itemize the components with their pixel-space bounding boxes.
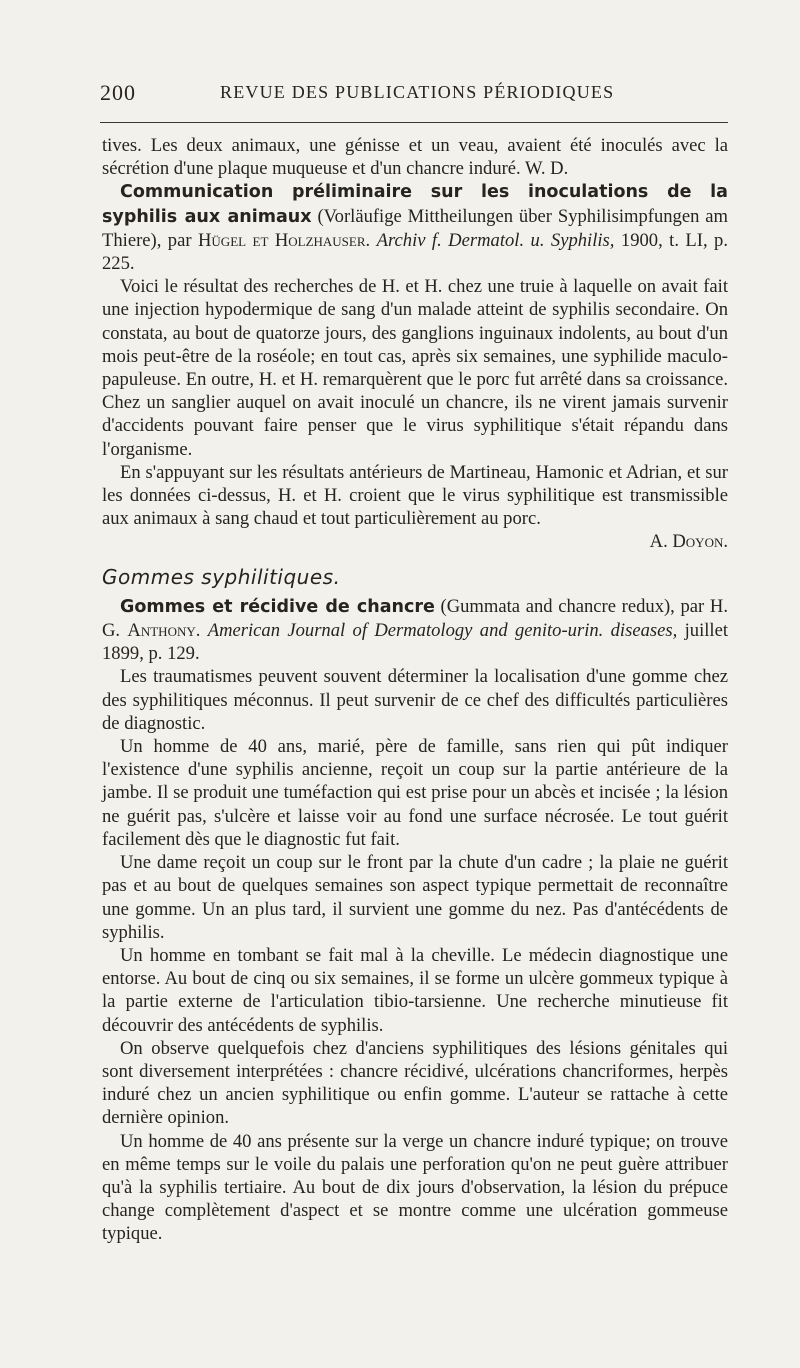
running-title: REVUE DES PUBLICATIONS PÉRIODIQUES	[220, 82, 615, 102]
entry-authors: Anthony.	[127, 620, 201, 642]
paragraph: Un homme de 40 ans présente sur la verge un chancre induré typique; on trouve en même temps sur le voile du palais une perforation qu'on ne peut guère attribuer qu'à la syphilis tertiaire. Au bout de dix jours d'observation, la lésion du prépuce change complètement d'aspect et se montre comme une ulcération gommeuse typique.	[102, 1130, 728, 1245]
citation: juillet 1899, p. 129.	[102, 620, 728, 665]
original-title: (Gummata and chancre redux), par H. G.	[102, 595, 728, 642]
article-body	[102, 134, 728, 1246]
page-number: 200	[100, 80, 136, 105]
paragraph-text: tives. Les deux animaux, une génisse et un veau, avaient été inoculés avec la sécrétion d'une plaque muqueuse et d'un chancre induré.	[102, 135, 728, 180]
header-rule	[100, 122, 728, 123]
paragraph: Un homme de 40 ans, marié, père de famille, sans rien qui pût indiquer l'existence d'une syphilis ancienne, reçoit un coup sur la partie antérieure de la jambe. Il se produit une tuméfaction qui est prise pour un abcès et incisée ; la lésion ne guérit pas, s'ulcère et laisse voir au fond une surface nécrosée. Le tout guérit facilement dès que le diagnostic fut fait.	[102, 736, 728, 850]
bibliographic-entry	[102, 180, 728, 275]
paragraph: En s'appuyant sur les résultats antérieurs de Martineau, Hamonic et Adrian, et sur les données ci-dessus, H. et H. croient que le virus syphilitique est transmissible aux animaux à sang chaud et tout particulièrement au porc.	[102, 461, 728, 530]
paragraph: Les traumatismes peuvent souvent déterminer la localisation d'une gomme chez des syphilitiques méconnus. Il peut survenir de ce chef des difficultés particulières de diagnostic.	[102, 666, 728, 734]
journal-name: American Journal of Dermatology and genito-urin. diseases,	[207, 620, 678, 642]
journal-name: Archiv f. Dermatol. u. Syphilis,	[376, 229, 615, 251]
paragraph: On observe quelquefois chez d'anciens syphilitiques des lésions génitales qui sont diversement interprétées : chancre récidivé, ulcérations chancriformes, herpès induré chez un ancien syphilitique ou enfin gomme. L'auteur se rattache à cette dernière opinion.	[102, 1037, 728, 1129]
paragraph: Une dame reçoit un coup sur le front par la chute d'un cadre ; la plaie ne guérit pas et au bout de quelques semaines son aspect typique permettait de reconnaître une gomme. Un an plus tard, il survient une gomme du nez. Pas d'antécédents de syphilis.	[102, 852, 728, 943]
entry-authors: Hügel et Holzhauser.	[197, 229, 371, 251]
author-signature: A. Doyon.	[649, 531, 728, 553]
entry-title: Communication préliminaire sur les inoculations de la syphilis aux animaux	[102, 182, 728, 227]
paragraph: Voici le résultat des recherches de H. et H. chez une truie à laquelle on avait fait une injection hypodermique de sang d'un malade atteint de syphilis secondaire. On constata, au bout de quatorze jours, des ganglions inguinaux indolents, au bout d'un mois peut-être de la roséole; en tout cas, après six semaines, une syphilide maculo-papuleuse. En outre, H. et H. remarquèrent que le porc fut arrêté dans sa croissance. Chez un sanglier auquel on avait inoculé un chancre, ils ne virent jamais survenir d'accidents pouvant faire penser que le virus syphilitique s'était répandu dans l'organisme.	[102, 276, 728, 460]
section-heading: Gommes syphilitiques.	[102, 564, 341, 589]
paragraph	[102, 134, 728, 180]
author-signature: W. D.	[525, 158, 569, 180]
original-title: (Vorläufige Mittheilungen über Syphilisimpfungen am Thiere), par	[102, 205, 728, 251]
bibliographic-entry	[102, 595, 728, 666]
paragraph: Un homme en tombant se fait mal à la cheville. Le médecin diagnostique une entorse. Au bout de cinq ou six semaines, il se forme un ulcère gommeux typique à la partie externe de l'articulation tibio-tarsienne. Une recherche minutieuse fit découvrir des antécédents de syphilis.	[102, 944, 728, 1036]
entry-title: Gommes et récidive de chancre	[120, 596, 435, 617]
citation: 1900, t. LI, p. 225.	[102, 229, 728, 275]
